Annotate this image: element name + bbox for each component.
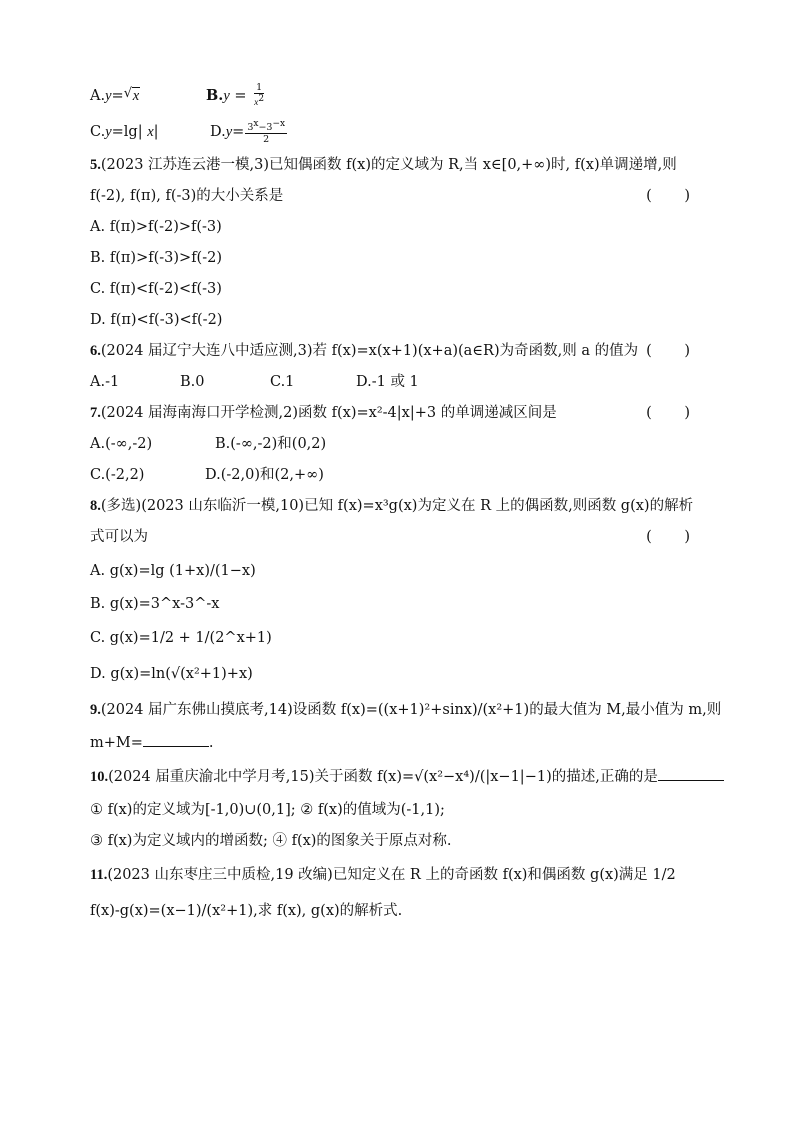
q7-stem-text: 函数 f(x)=x²-4|x|+3 的单调递减区间是 bbox=[298, 405, 557, 421]
q6-stem bbox=[90, 336, 704, 367]
q5-number: 5. bbox=[90, 157, 101, 173]
q9-stem-b: 的最大值为 M,最小值为 m,则 bbox=[529, 702, 722, 718]
q9-answer-blank[interactable] bbox=[143, 730, 209, 747]
q7-option-d: D.(-2,0)和(2,+∞) bbox=[205, 467, 324, 483]
q11-source: (2023 山东枣庄三中质检,19 改编) bbox=[107, 867, 333, 883]
q8-number: 8. bbox=[90, 498, 101, 514]
q6-answer-bracket: ( ) bbox=[646, 343, 704, 359]
q9-line2-b: . bbox=[208, 735, 214, 751]
q10-statements-line-1: ① f(x)的定义域为[-1,0)∪(0,1]; ② f(x)的值域为(-1,1); bbox=[90, 802, 445, 818]
q4-options-row-1 bbox=[90, 78, 704, 114]
q5-option-d: D. f(π)<f(-3)<f(-2) bbox=[90, 312, 223, 328]
question-page bbox=[90, 78, 722, 929]
q11-stem-line-2: f(x)-g(x)=(x−1)/(x²+1),求 f(x), g(x)的解析式. bbox=[90, 903, 403, 919]
q7-answer-bracket: ( ) bbox=[646, 405, 704, 421]
q8-source: (多选)(2023 山东临沂一模,10) bbox=[100, 498, 305, 514]
q7-options-row-1 bbox=[90, 429, 704, 460]
q5-answer-bracket: ( ) bbox=[646, 188, 704, 204]
q9-line2-a: m+M= bbox=[90, 735, 143, 751]
q6-stem-text: 若 f(x)=x(x+1)(x+a)(a∈R)为奇函数,则 a 的值为 bbox=[312, 343, 639, 359]
q5-stem-1: 已知偶函数 f(x)的定义域为 R,当 x∈[0,+∞)时, f(x)单调递增,则 bbox=[269, 157, 677, 173]
q11-number: 11. bbox=[90, 867, 108, 883]
q11-stem-line-1 bbox=[90, 857, 704, 893]
q8-option-a: A. g(x)=lg (1+x)/(1−x) bbox=[90, 563, 256, 579]
q8-option-d: D. g(x)=ln(√(x²+1)+x) bbox=[90, 666, 253, 682]
q6-number: 6. bbox=[90, 343, 101, 359]
q10-statements-line-2: ③ f(x)为定义域内的增函数; ④ f(x)的图象关于原点对称. bbox=[90, 833, 452, 849]
q10-number: 10. bbox=[90, 769, 109, 785]
q6-source: (2024 届辽宁大连八中适应测,3) bbox=[100, 343, 313, 359]
q5-source: (2023 江苏连云港一模,3) bbox=[100, 157, 270, 173]
q9-formula: ((x+1)²+sinx)/(x²+1) bbox=[377, 702, 530, 718]
q7-option-c: C.(-2,2) bbox=[90, 467, 145, 483]
q7-stem bbox=[90, 398, 704, 429]
q5-stem-line-1 bbox=[90, 150, 704, 181]
q10-answer-blank[interactable] bbox=[658, 764, 724, 781]
q10-item-3: ③ f(x)为定义域内的增函数 bbox=[90, 833, 263, 849]
q4-option-d: D.y= $\frac{3^x-3^{-x}}{2}$ bbox=[210, 118, 286, 146]
q10-stem-line-1 bbox=[90, 759, 704, 795]
q8-stem-line-1 bbox=[90, 491, 704, 522]
q7-option-b: B.(-∞,-2)和(0,2) bbox=[215, 436, 327, 452]
q6-option-a: A.-1 bbox=[90, 374, 120, 390]
q9-stem-line-1 bbox=[90, 692, 722, 728]
q9-stem-line-2 bbox=[90, 728, 704, 759]
q11-stem-1: 已知定义在 R 上的奇函数 f(x)和偶函数 g(x)满足 1/2 bbox=[332, 867, 676, 883]
q4-options-row-2 bbox=[90, 114, 704, 150]
q6-option-b: B.0 bbox=[180, 374, 205, 390]
q4-option-b: B.y = $\frac{1}{x^2}$ bbox=[206, 82, 265, 109]
q7-option-a: A.(-∞,-2) bbox=[90, 436, 153, 452]
q8-stem-line-2 bbox=[90, 522, 704, 553]
q4-option-c: C.y=lg| x| bbox=[90, 124, 159, 140]
q5-option-b: B. f(π)>f(-3)>f(-2) bbox=[90, 250, 222, 266]
q5-option-a: A. f(π)>f(-2)>f(-3) bbox=[90, 219, 222, 235]
q5-stem-line-2 bbox=[90, 181, 704, 212]
q10-source: (2024 届重庆渝北中学月考,15) bbox=[108, 769, 315, 785]
q6-options bbox=[90, 367, 704, 398]
q10-item-2: ② f(x)的值域为(-1,1) bbox=[300, 802, 441, 818]
q6-option-d: D.-1 或 1 bbox=[356, 374, 419, 390]
q8-option-c: C. g(x)=1/2 + 1/(2^x+1) bbox=[90, 630, 272, 646]
q7-source: (2024 届海南海口开学检测,2) bbox=[100, 405, 299, 421]
q10-item-1: ① f(x)的定义域为[-1,0)∪(0,1] bbox=[90, 802, 291, 818]
q9-number: 9. bbox=[90, 702, 101, 718]
q10-item-4: ④ f(x)的图象关于原点对称. bbox=[272, 833, 452, 849]
q6-option-c: C.1 bbox=[270, 374, 295, 390]
q8-stem-1: 已知 f(x)=x³g(x)为定义在 R 上的偶函数,则函数 g(x)的解析 bbox=[304, 498, 694, 514]
q8-stem-2: 式可以为 bbox=[90, 529, 148, 545]
q8-option-b: B. g(x)=3^x-3^-x bbox=[90, 596, 220, 612]
q7-number: 7. bbox=[90, 405, 101, 421]
q9-source: (2024 届广东佛山摸底考,14) bbox=[100, 702, 293, 718]
q9-stem-a: 设函数 f(x)= bbox=[292, 702, 378, 718]
q5-stem-2: f(-2), f(π), f(-3)的大小关系是 bbox=[90, 188, 284, 204]
q5-option-c: C. f(π)<f(-2)<f(-3) bbox=[90, 281, 222, 297]
q8-answer-bracket: ( ) bbox=[646, 529, 704, 545]
q4-option-a: A.y=√ x bbox=[90, 78, 206, 114]
q10-stem-b: 的描述,正确的是 bbox=[551, 769, 658, 785]
q7-options-row-2 bbox=[90, 460, 704, 491]
q10-stem-a: 关于函数 f(x)= bbox=[314, 769, 415, 785]
q10-formula: √(x²−x⁴)/(|x−1|−1) bbox=[414, 769, 552, 785]
